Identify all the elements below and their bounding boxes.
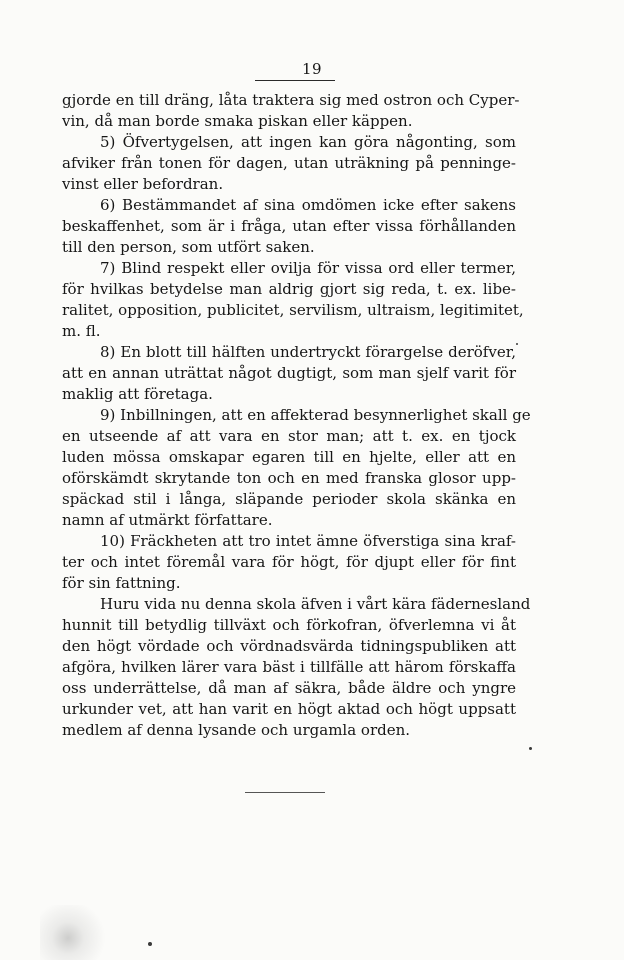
text-line: den högt vördade och vördnadsvärda tidningspubliken att (62, 637, 516, 655)
text-line: för sin fattning. (62, 574, 181, 592)
text-line: 8) En blott till hälften undertryckt förargelse deröfver, (100, 343, 516, 361)
text-line: urkunder vet, att han varit en högt aktad och högt uppsatt (62, 700, 516, 718)
text-line: späckad stil i långa, släpande perioder skola skänka en (62, 490, 516, 508)
text-line: vinst eller befordran. (62, 175, 224, 193)
text-line: ter och intet föremål vara för högt, för djupt eller för fint (62, 553, 516, 571)
text-line: beskaffenhet, som är i fråga, utan efter vissa förhållanden (62, 217, 516, 235)
text-line: 5) Öfvertygelsen, att ingen kan göra någonting, som (100, 133, 516, 151)
page-number-rule (255, 80, 335, 81)
body-text (62, 90, 531, 741)
text-line: luden mössa omskapar egaren till en hjelte, eller att en (62, 448, 516, 466)
page-number: 19 (301, 60, 323, 78)
text-line: gjorde en till dräng, låta traktera sig med ostron och Cyper- (62, 91, 520, 109)
text-line: för hvilkas betydelse man aldrig gjort sig reda, t. ex. libe- (62, 280, 516, 298)
ink-bleed-mark (40, 905, 110, 960)
text-line: 6) Bestämmandet af sina omdömen icke efter sakens (100, 196, 516, 214)
text-line: afgöra, hvilken lärer vara bäst i tillfälle att härom förskaffa (62, 658, 516, 676)
text-line: oförskämdt skrytande ton och en med franska glosor upp- (62, 469, 516, 487)
ink-speck (148, 942, 152, 946)
text-line: medlem af denna lysande och urgamla orden. (62, 721, 411, 739)
ink-speck (529, 747, 532, 750)
text-line: 10) Fräckheten att tro intet ämne öfverstiga sina kraf- (100, 532, 516, 550)
text-line: afviker från tonen för dagen, utan uträkning på penninge- (62, 154, 516, 172)
text-line: maklig att företaga. (62, 385, 213, 403)
text-line: 9) Inbillningen, att en affekterad besynnerlighet skall ge (100, 406, 531, 424)
text-line: till den person, som utfört saken. (62, 238, 315, 256)
text-line: hunnit till betydlig tillväxt och förkofran, öfverlemna vi åt (62, 616, 516, 634)
text-line: oss underrättelse, då man af säkra, både äldre och yngre (62, 679, 516, 697)
text-line: att en annan uträttat något dugtigt, som man sjelf varit för (62, 364, 516, 382)
text-line: namn af utmärkt författare. (62, 511, 273, 529)
text-line: en utseende af att vara en stor man; att t. ex. en tjock (62, 427, 516, 445)
text-line: Huru vida nu denna skola äfven i vårt kära fädernesland (100, 595, 531, 613)
end-rule (245, 792, 325, 793)
text-line: vin, då man borde smaka piskan eller käppen. (62, 112, 413, 130)
text-line: 7) Blind respekt eller ovilja för vissa ord eller termer, (100, 259, 516, 277)
text-line: ralitet, opposition, publicitet, servilism, ultraism, legitimitet, (62, 301, 524, 319)
ink-speck (516, 343, 518, 345)
text-line: m. fl. (62, 322, 101, 340)
